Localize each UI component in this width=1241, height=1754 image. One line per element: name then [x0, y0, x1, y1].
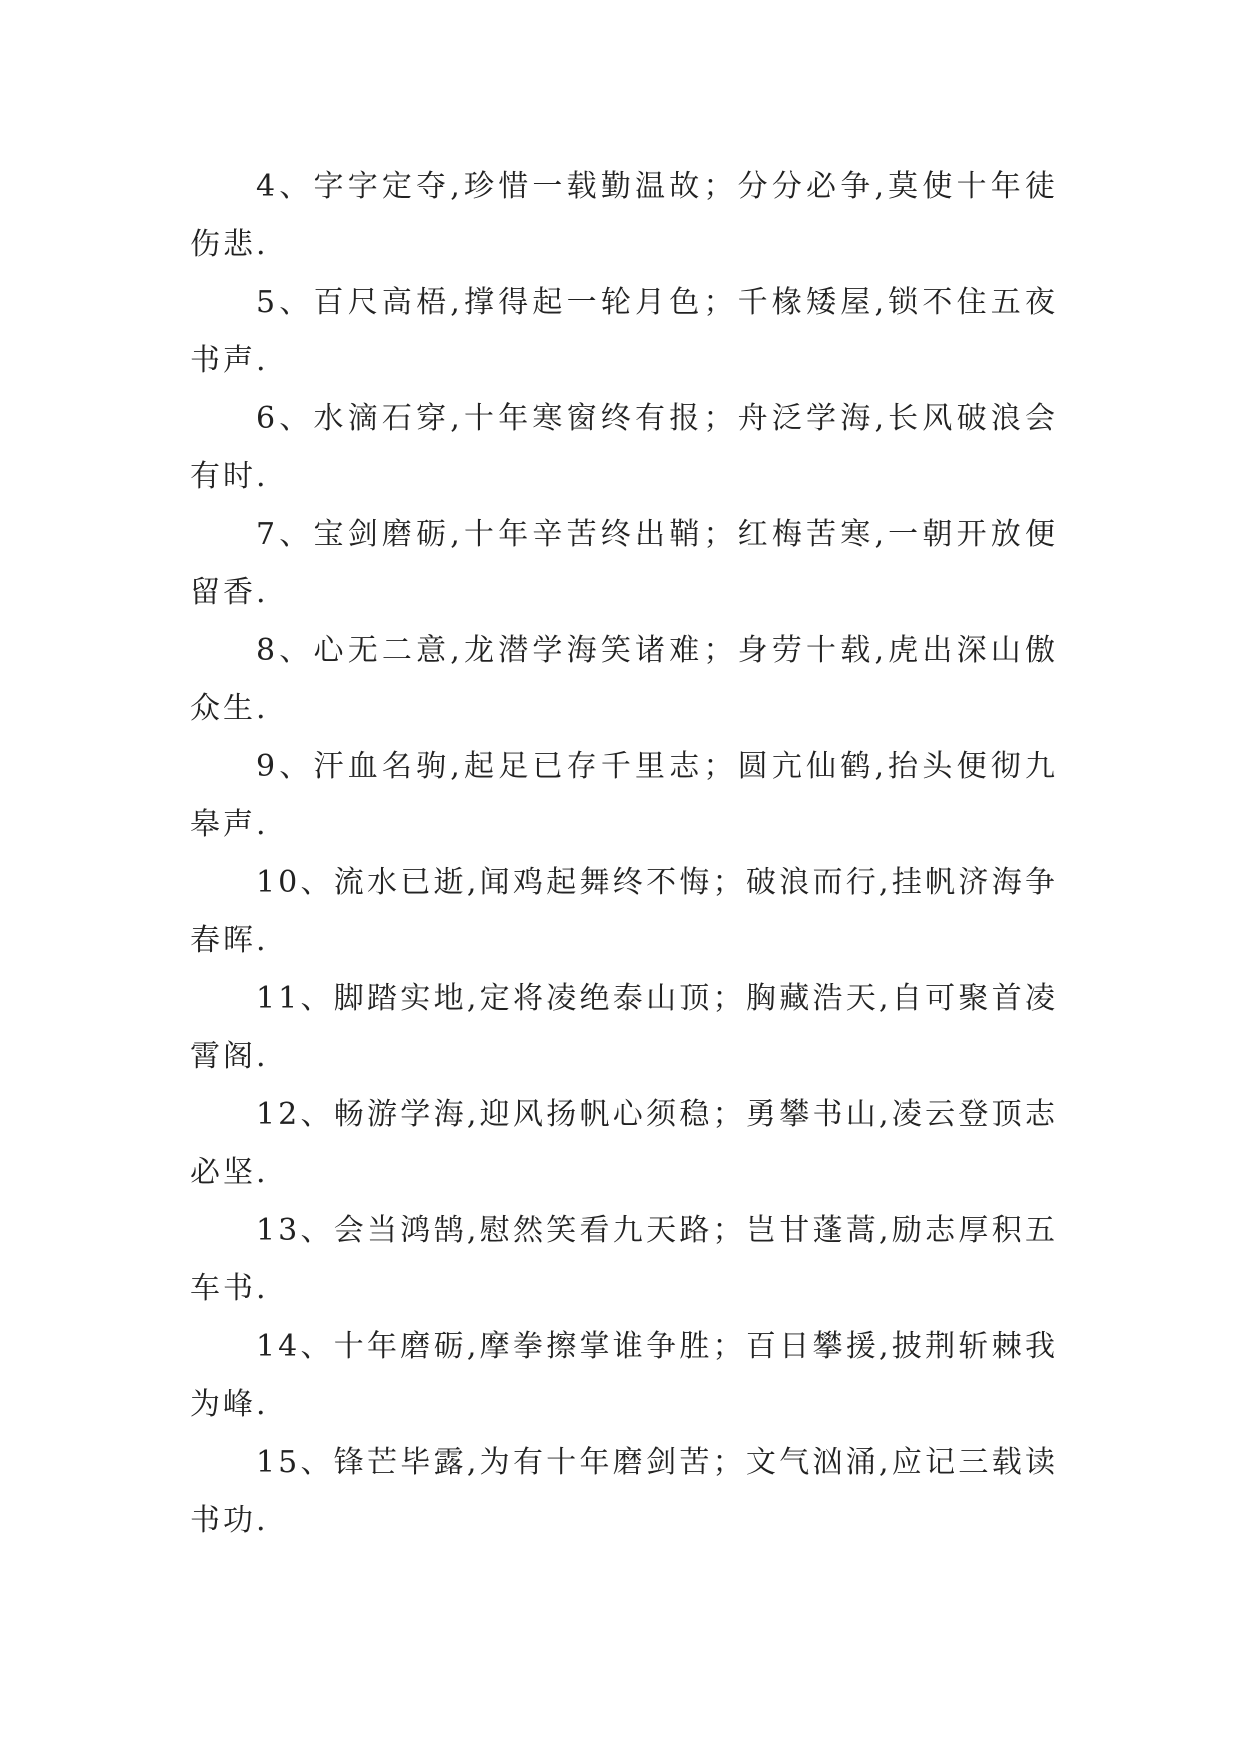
- couplet-item-7: 7、宝剑磨砺,十年辛苦终出鞘；红梅苦寒,一朝开放便留香.: [190, 517, 1058, 610]
- couplet-item-4: 4、字字定夺,珍惜一载勤温故；分分必争,莫使十年徒伤悲.: [190, 169, 1058, 262]
- couplet-item-13: 13、会当鸿鹄,慰然笑看九天路；岂甘蓬蒿,励志厚积五车书.: [190, 1213, 1058, 1306]
- couplet-item-5: 5、百尺高梧,撑得起一轮月色；千椽矮屋,锁不住五夜书声.: [190, 285, 1058, 378]
- couplet-item-11: 11、脚踏实地,定将凌绝泰山顶；胸藏浩天,自可聚首凌霄阁.: [190, 981, 1058, 1074]
- couplet-item-8: 8、心无二意,龙潜学海笑诸难；身劳十载,虎出深山傲众生.: [190, 633, 1058, 726]
- couplet-item-6: 6、水滴石穿,十年寒窗终有报；舟泛学海,长风破浪会有时.: [190, 401, 1058, 494]
- document-body: [190, 158, 1058, 1550]
- couplet-item-10: 10、流水已逝,闻鸡起舞终不悔；破浪而行,挂帆济海争春晖.: [190, 865, 1058, 958]
- couplet-item-15: 15、锋芒毕露,为有十年磨剑苦；文气汹涌,应记三载读书功.: [190, 1445, 1058, 1538]
- couplet-item-9: 9、汗血名驹,起足已存千里志；圆亢仙鹤,抬头便彻九皋声.: [190, 749, 1058, 842]
- couplet-item-12: 12、畅游学海,迎风扬帆心须稳；勇攀书山,凌云登顶志必坚.: [190, 1097, 1058, 1190]
- couplet-item-14: 14、十年磨砺,摩拳擦掌谁争胜；百日攀援,披荆斩棘我为峰.: [190, 1329, 1058, 1422]
